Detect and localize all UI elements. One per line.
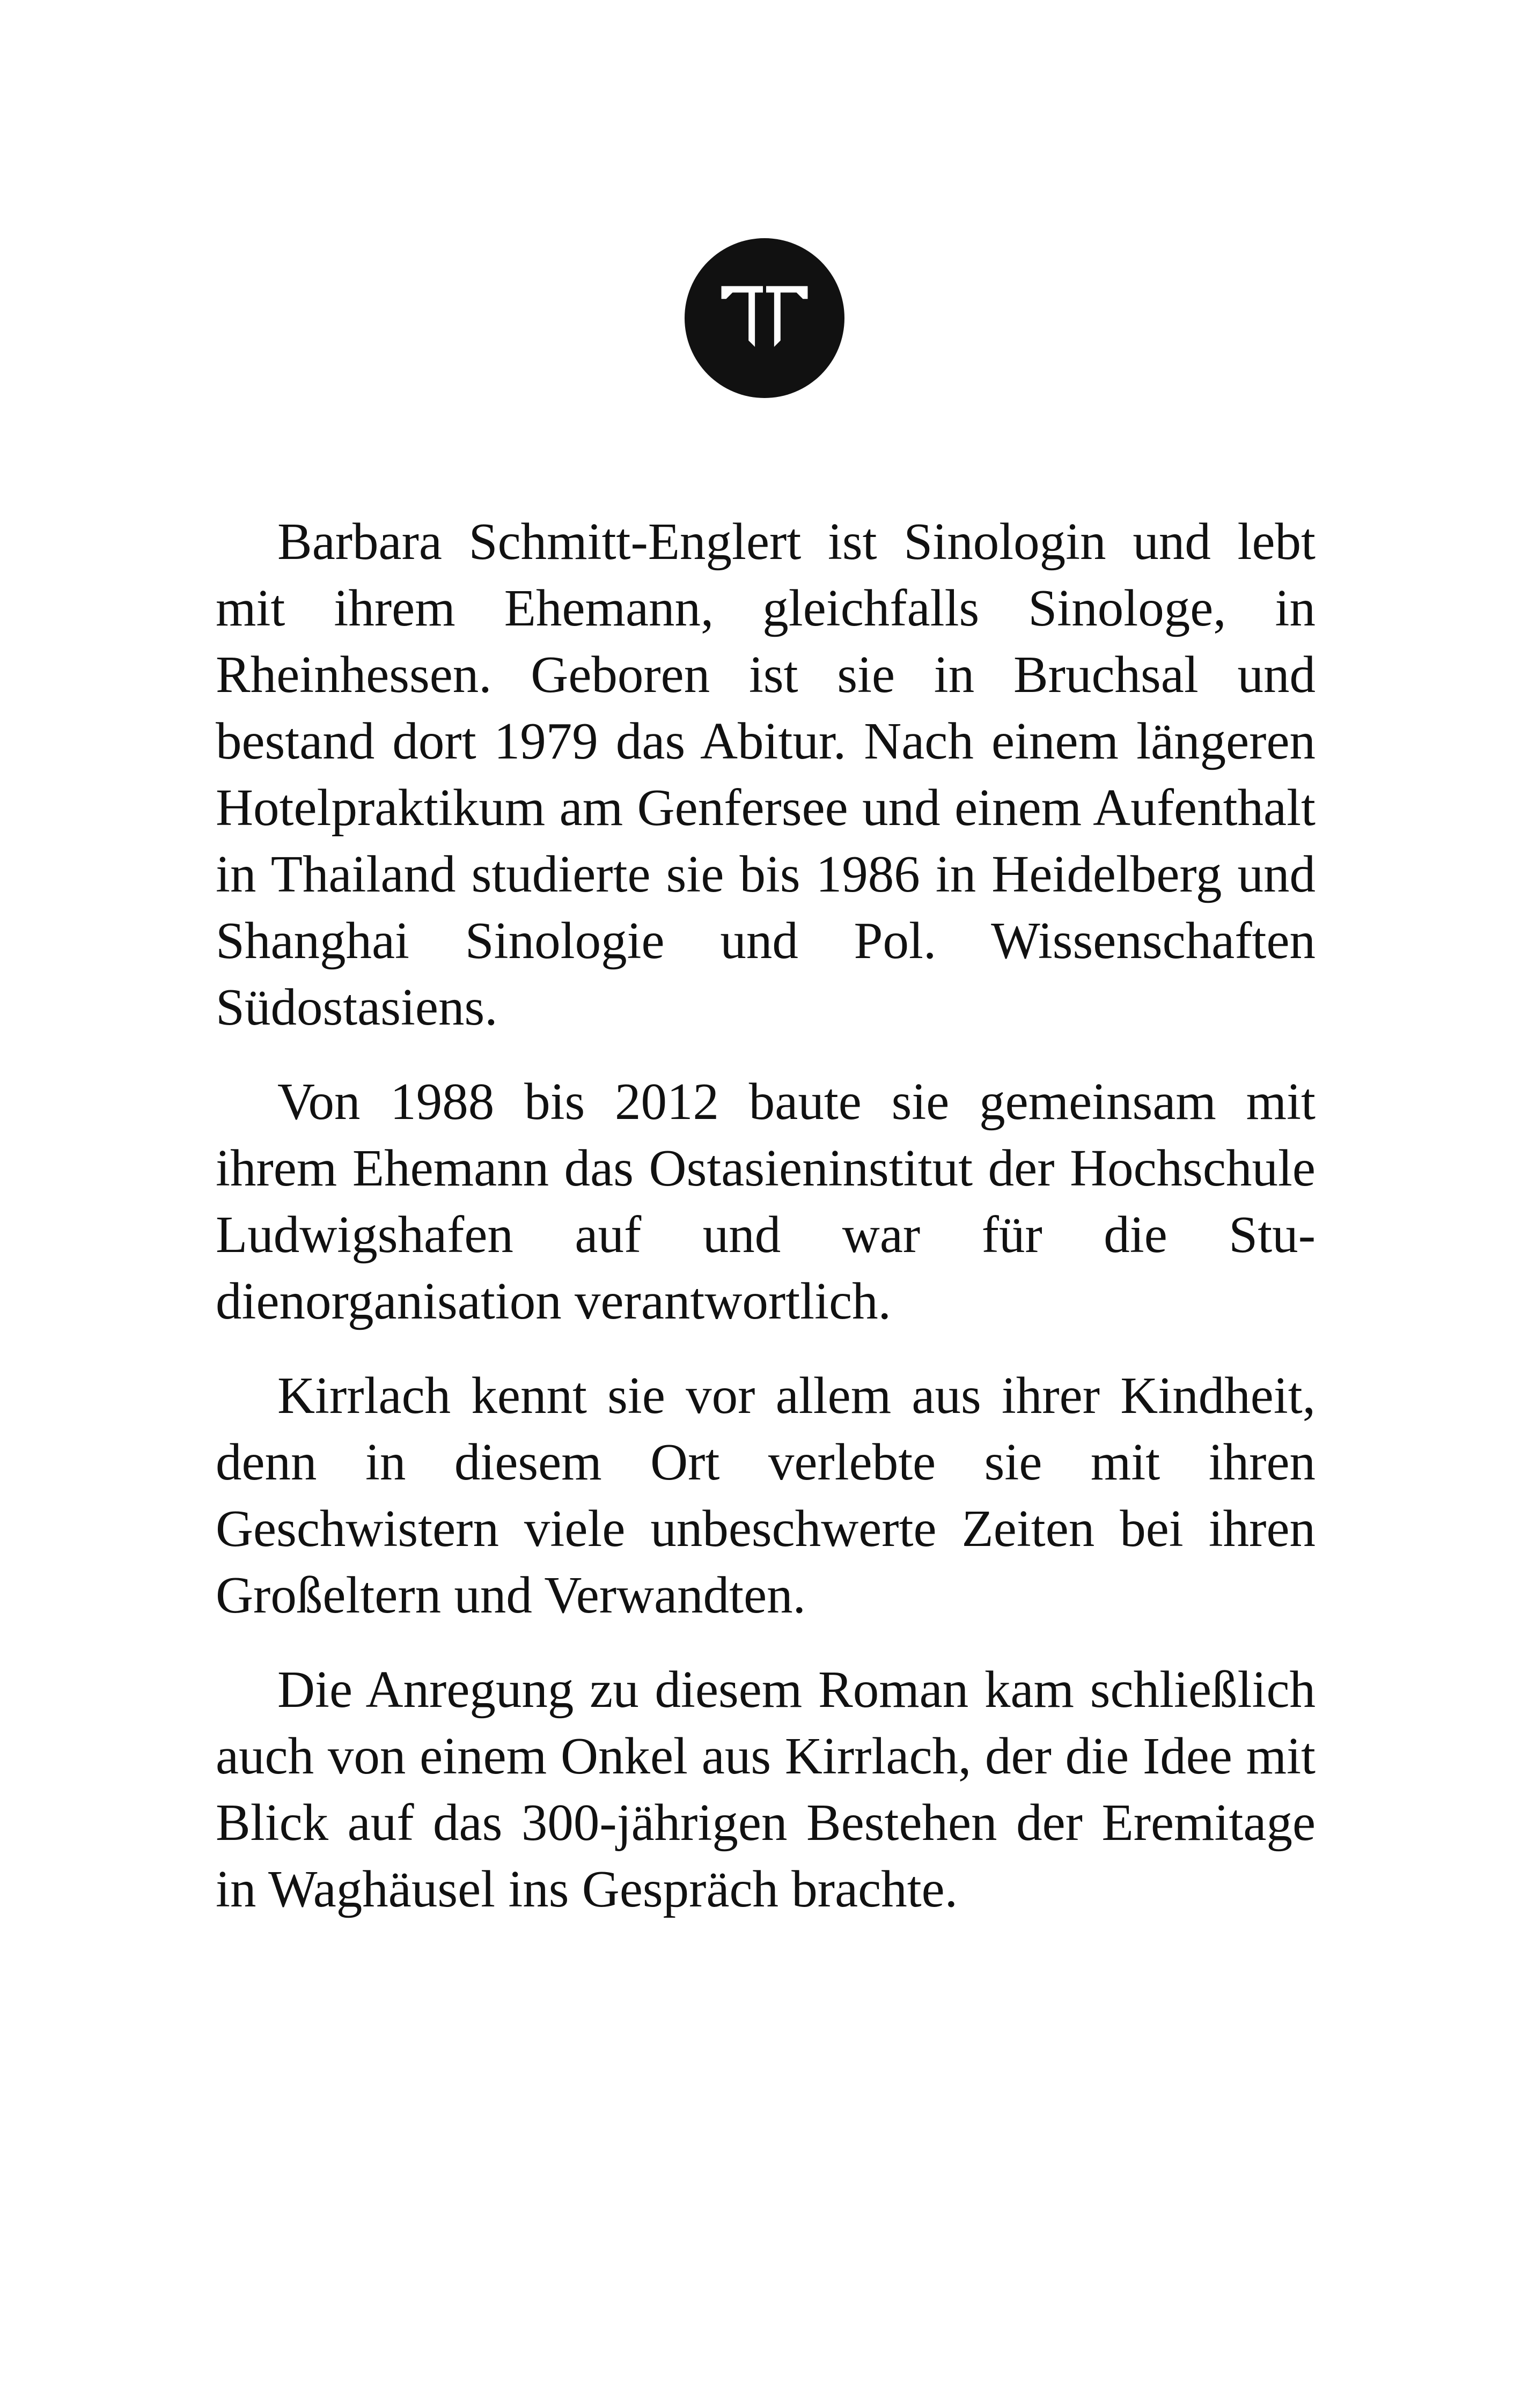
bio-paragraph-inspiration: Die Anregung zu diesem Roman kam schließlich auch von einem Onkel aus Kirrlach, der die Idee mit Blick auf das 300-jährigen Bestehen der Eremitage in Waghäusel ins Gespräch brachte.	[216, 1661, 1316, 1918]
bio-paragraph-career: Von 1988 bis 2012 baute sie gemeinsam mit ihrem Ehemann das Ostasieninstitut der Hochschule Ludwigshafen auf und war für die Studienorganisation verantwortlich.	[216, 1073, 1316, 1330]
author-biography	[216, 509, 1316, 1923]
publisher-logo-icon	[685, 238, 844, 398]
bio-paragraph-education: Barbara Schmitt-Englert ist Sinologin und lebt mit ihrem Ehemann, gleichfalls Sinologe, in Rheinhessen. Geboren ist sie in Bruchsal und bestand dort 1979 das Abitur. Nach einem längeren Hotelpraktikum am Genfersee und einem Aufenthalt in Thailand studierte sie bis 1986 in Heidelberg und Shanghai Sinologie und Pol. Wissenschaften Südostasiens.	[216, 513, 1316, 1036]
bio-paragraph-childhood: Kirrlach kennt sie vor allem aus ihrer Kindheit, denn in diesem Ort verlebte sie mit ihren Geschwistern viele unbeschwerte Zeiten bei ihren Großeltern und Verwandten.	[216, 1367, 1316, 1624]
